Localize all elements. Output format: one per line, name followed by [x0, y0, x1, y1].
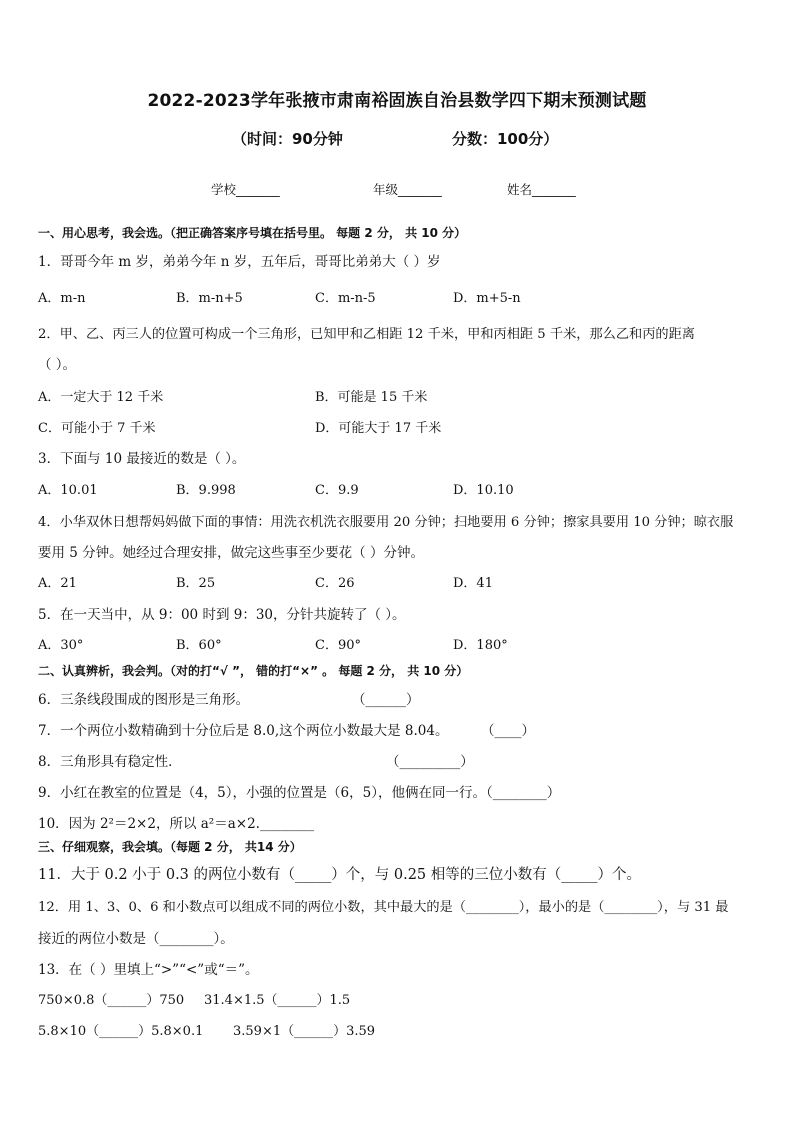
question-3: 3．下面与 10 最接近的数是（ ）。 — [38, 451, 246, 467]
q4-option-c: C．26 — [315, 576, 355, 591]
q4-option-b: B．25 — [176, 576, 216, 591]
q4-option-a: A．21 — [38, 576, 77, 591]
q1-option-d: D．m+5-n — [453, 291, 521, 306]
question-5: 5．在一天当中，从 9：00 时到 9：30，分针共旋转了（ ）。 — [38, 607, 406, 623]
question-12-line-2: 接近的两位小数是（________）。 — [38, 931, 234, 947]
grade-field: 年级_______ — [373, 182, 442, 197]
section-2-heading: 二、认真辨析，我会判。（对的打“√ ”， 错的打“×” 。 每题 2 分， 共 10 分） — [38, 664, 469, 678]
q4-option-d: D．41 — [453, 576, 493, 591]
q5-option-b: B．60° — [176, 638, 222, 653]
question-9: 9．小红在教室的位置是（4，5），小强的位置是（6，5），他俩在同一行。（________） — [38, 785, 561, 801]
q2-option-a: A．一定大于 12 千米 — [38, 390, 164, 405]
question-13: 13．在（ ）里填上“>”“<”或“＝”。 — [38, 962, 259, 978]
question-11: 11．大于 0.2 小于 0.3 的两位小数有（_____）个，与 0.25 相等的三位小数有（_____）个。 — [38, 867, 642, 883]
q5-option-a: A．30° — [38, 638, 84, 653]
question-1: 1．哥哥今年 m 岁，弟弟今年 n 岁，五年后，哥哥比弟弟大（ ）岁 — [38, 254, 441, 270]
q3-option-b: B．9.998 — [176, 483, 236, 498]
question-6: 6．三条线段围成的图形是三角形。 — [38, 692, 250, 708]
q2-option-c: C．可能小于 7 千米 — [38, 421, 156, 436]
q5-option-c: C．90° — [315, 638, 361, 653]
question-2-line-2: （ ）。 — [38, 357, 77, 373]
question-4-line-1: 4．小华双休日想帮妈妈做下面的事情：用洗衣机洗衣服要用 20 分钟；扫地要用 6 分钟；擦家具要用 10 分钟；晾衣服 — [38, 515, 734, 530]
section-3-heading: 三、仔细观察，我会填。（每题 2 分， 共14 分） — [38, 840, 302, 854]
question-8: 8．三角形具有稳定性． — [38, 754, 182, 770]
exam-score: 分数：100分） — [452, 130, 559, 148]
q7-answer-blank[interactable]: （____） — [481, 723, 535, 739]
q3-option-d: D．10.10 — [453, 483, 514, 498]
q13-item-3: 5.8×10（______）5.8×0.1 — [38, 1024, 204, 1039]
exam-time: （时间：90分钟 — [232, 130, 343, 148]
section-1-heading: 一、用心思考，我会选。（把正确答案序号填在括号里。 每题 2 分， 共 10 分） — [38, 226, 467, 240]
q6-answer-blank[interactable]: （______） — [352, 692, 420, 708]
q3-option-a: A．10.01 — [38, 483, 98, 498]
q2-option-b: B．可能是 15 千米 — [315, 390, 428, 405]
q13-item-1: 750×0.8（______）750 — [38, 993, 185, 1008]
page-title: 2022-2023学年张掖市肃南裕固族自治县数学四下期末预测试题 — [147, 91, 647, 111]
q2-option-d: D．可能大于 17 千米 — [315, 421, 442, 436]
school-field: 学校_______ — [211, 182, 280, 197]
q1-option-c: C．m-n-5 — [315, 291, 376, 306]
q8-answer-blank[interactable]: （_________） — [386, 754, 474, 770]
name-field: 姓名_______ — [507, 182, 576, 197]
question-10: 10．因为 2²＝2×2，所以 a²＝a×2.________ — [38, 816, 314, 832]
q5-option-d: D．180° — [453, 638, 508, 653]
question-4-line-2: 要用 5 分钟。她经过合理安排，做完这些事至少要花（ ）分钟。 — [38, 545, 424, 561]
q13-item-4: 3.59×1（______）3.59 — [233, 1024, 376, 1039]
question-7: 7．一个两位小数精确到十分位后是 8.0,这个两位小数最大是 8.04。 — [38, 723, 449, 739]
q13-item-2: 31.4×1.5（______）1.5 — [204, 993, 351, 1008]
q1-option-a: A．m-n — [38, 291, 86, 306]
q1-option-b: B．m-n+5 — [176, 291, 243, 306]
question-2-line-1: 2．甲、乙、丙三人的位置可构成一个三角形，已知甲和乙相距 12 千米，甲和丙相距 5 千米，那么乙和丙的距离 — [38, 327, 695, 342]
q3-option-c: C．9.9 — [315, 483, 359, 498]
question-12-line-1: 12．用 1、3、0、6 和小数点可以组成不同的两位小数，其中最大的是（________），最小的是（________），与 31 最 — [38, 900, 729, 915]
